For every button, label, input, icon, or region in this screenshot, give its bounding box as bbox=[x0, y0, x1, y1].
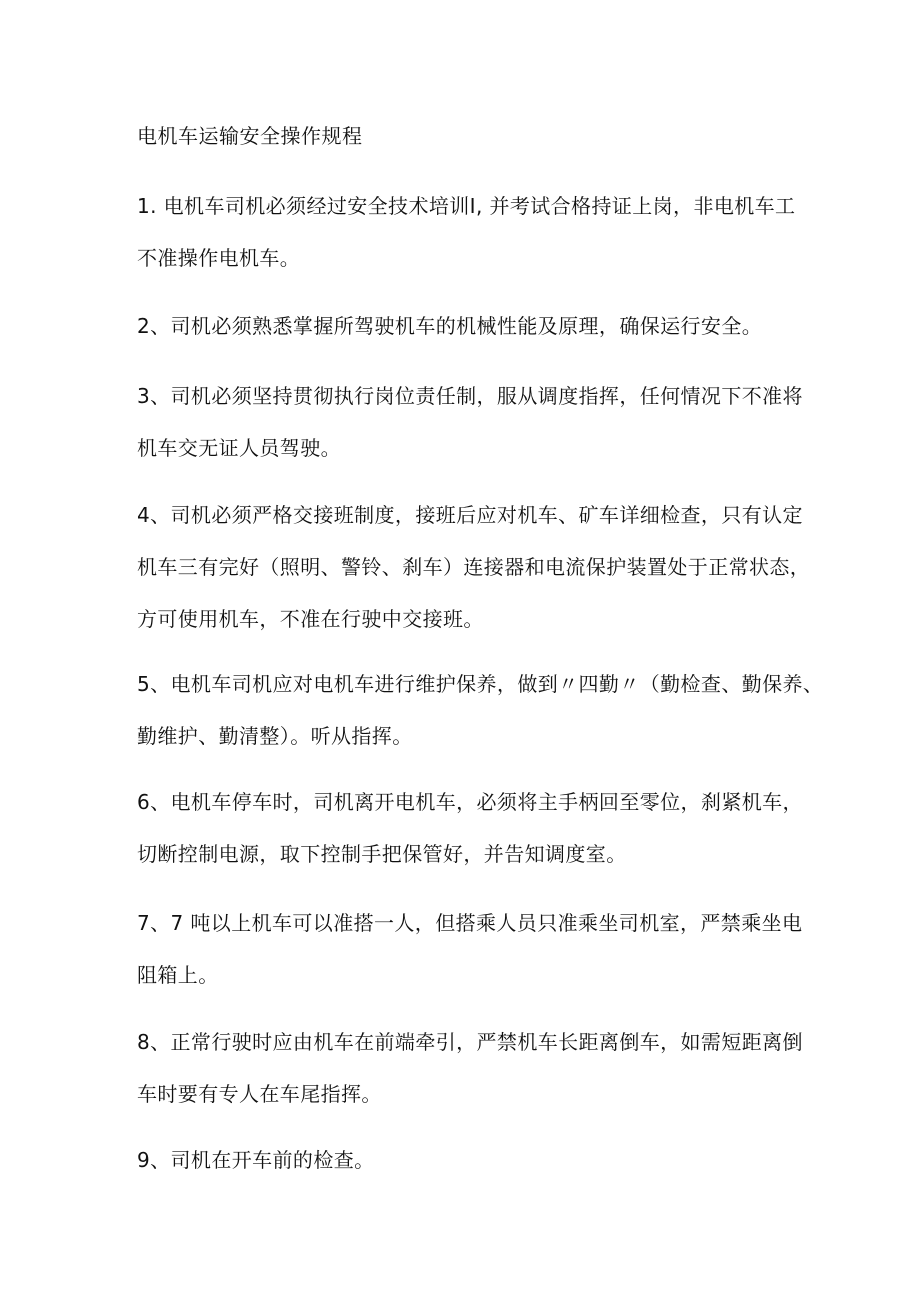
paragraph-line: 1. 电机车司机必须经过安全技术培训Ⅰ, 并考试合格持证上岗，非电机车工 bbox=[137, 194, 796, 218]
paragraph-line: 阻箱上。 bbox=[137, 963, 219, 987]
paragraph-line: 机车三有完好（照明、警铃、刹车）连接器和电流保护装置处于正常状态， bbox=[137, 555, 811, 579]
document-title: 电机车运输安全操作规程 bbox=[137, 124, 363, 148]
paragraph-line: 3、司机必须坚持贯彻执行岗位责任制，服从调度指挥，任何情况下不准将 bbox=[137, 384, 803, 408]
paragraph-line: 8、正常行驶时应由机车在前端牵引，严禁机车长距离倒车，如需短距离倒 bbox=[137, 1030, 803, 1054]
paragraph-line: 5、电机车司机应对电机车进行维护保养，做到〃四勤〃（勤检查、勤保养、 bbox=[137, 672, 824, 696]
paragraph-4 bbox=[137, 489, 811, 645]
paragraph-line: 9、司机在开车前的检查。 bbox=[137, 1148, 375, 1172]
paragraph-3 bbox=[137, 370, 803, 474]
paragraph-7 bbox=[137, 897, 803, 1001]
paragraph-line: 车时要有专人在车尾指挥。 bbox=[137, 1082, 382, 1106]
paragraph-1 bbox=[137, 180, 797, 284]
paragraph-line: 6、电机车停车时，司机离开电机车，必须将主手柄回至零位，刹紧机车， bbox=[137, 790, 803, 814]
paragraph-8 bbox=[137, 1016, 803, 1120]
paragraph-9 bbox=[137, 1134, 797, 1186]
paragraph-line: 勤维护、勤清整）。听从指挥。 bbox=[137, 724, 413, 748]
paragraph-6 bbox=[137, 776, 803, 880]
paragraph-line: 7、7 吨以上机车可以准搭一人，但搭乘人员只准乘坐司机室，严禁乘坐电 bbox=[137, 911, 803, 935]
paragraph-line: 4、司机必须严格交接班制度，接班后应对机车、矿车详细检查，只有认定 bbox=[137, 503, 803, 527]
paragraph-2 bbox=[137, 300, 797, 352]
paragraph-line: 方可使用机车，不准在行驶中交接班。 bbox=[137, 607, 484, 631]
paragraph-line: 不准操作电机车。 bbox=[137, 246, 301, 270]
paragraph-5 bbox=[137, 658, 824, 762]
paragraph-line: 2、司机必须熟悉掌握所驾驶机车的机械性能及原理，确保运行安全。 bbox=[137, 314, 763, 338]
paragraph-line: 机车交无证人员驾驶。 bbox=[137, 436, 341, 460]
paragraph-line: 切断控制电源，取下控制手把保管好，并告知调度室。 bbox=[137, 842, 627, 866]
